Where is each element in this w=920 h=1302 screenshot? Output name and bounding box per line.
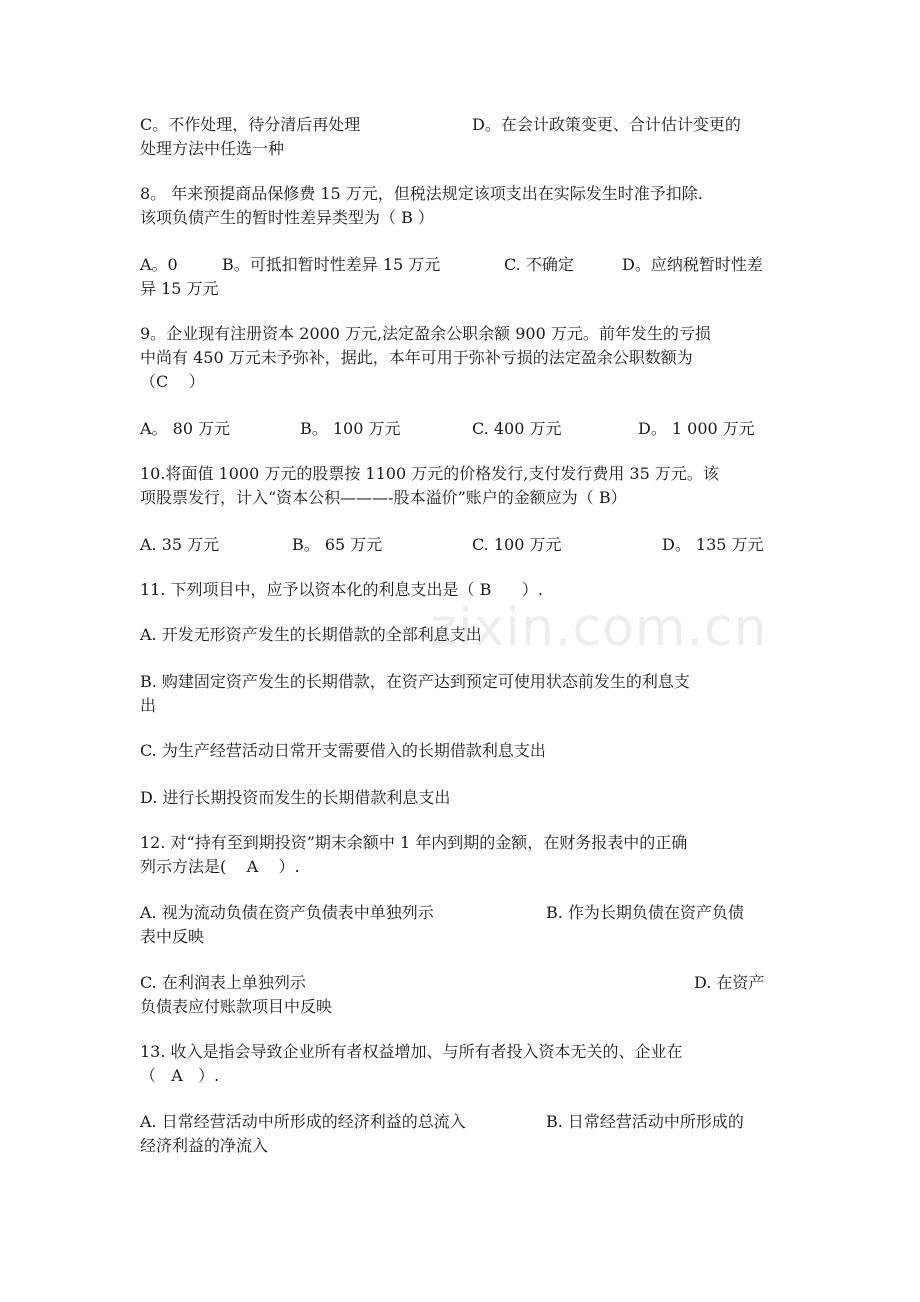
q12-stem-line2: 列示方法是( A ）. — [140, 857, 300, 876]
q12-option-d-cont: 负债表应付账款项目中反映 — [140, 997, 333, 1016]
q11-option-b-line1: B. 购建固定资产发生的长期借款，在资产达到预定可使用状态前发生的利息支 — [140, 672, 690, 691]
q12-option-c: C. 在利润表上单独列示 — [140, 973, 306, 992]
q12-stem-line1: 12. 对“持有至到期投资”期末余额中 1 年内到期的金额，在财务报表中的正确 — [140, 833, 688, 852]
option-d: D。在会计政策变更、合计估计变更的 — [472, 115, 741, 134]
q8-option-b: B。可抵扣暂时性差异 15 万元 — [222, 255, 441, 274]
q11-option-c: C. 为生产经营活动日常开支需要借入的长期借款利息支出 — [140, 741, 546, 760]
q9-stem-line2: 中尚有 450 万元未予弥补，据此，本年可用于弥补亏损的法定盈余公职数额为 — [140, 348, 693, 367]
q12-option-b-cont: 表中反映 — [140, 927, 205, 946]
q8-option-a: A。0 — [140, 255, 178, 274]
option-c: C。不作处理，待分清后再处理 — [140, 115, 361, 134]
q8-option-d-cont: 异 15 万元 — [140, 279, 219, 298]
q9-option-b: B。 100 万元 — [300, 419, 401, 438]
q10-option-d: D。 135 万元 — [662, 535, 764, 554]
q13-stem-line2: （ A ）. — [140, 1066, 220, 1085]
q8-stem-line1: 8。 年来预提商品保修费 15 万元，但税法规定该项支出在实际发生时准予扣除. — [140, 184, 703, 203]
q13-option-b: B. 日常经营活动中所形成的 — [546, 1112, 744, 1131]
q10-stem-line1: 10.将面值 1000 万元的股票按 1100 万元的价格发行,支付发行费用 35 万元。该 — [140, 464, 719, 483]
q13-option-a: A. 日常经营活动中所形成的经济利益的总流入 — [140, 1112, 466, 1131]
q12-option-b: B. 作为长期负债在资产负债 — [546, 903, 744, 922]
q10-option-a: A. 35 万元 — [140, 535, 220, 554]
q13-stem-line1: 13. 收入是指会导致企业所有者权益增加、与所有者投入资本无关的、企业在 — [140, 1042, 683, 1061]
q11-stem: 11. 下列项目中，应予以资本化的利息支出是（ B ）. — [140, 580, 543, 599]
q9-option-c: C. 400 万元 — [472, 419, 562, 438]
watermark: zixin.com.cn — [430, 598, 768, 658]
q13-option-b-cont: 经济利益的净流入 — [140, 1136, 269, 1155]
q10-stem-line2: 项股票发行，计入“资本公积———-股本溢价”账户的金额应为（ B） — [140, 488, 627, 507]
q8-stem-line2: 该项负债产生的暂时性差异类型为（ B ） — [140, 208, 434, 227]
q9-option-d: D。 1 000 万元 — [638, 419, 755, 438]
q10-option-c: C. 100 万元 — [472, 535, 562, 554]
q8-option-d: D。应纳税暂时性差 — [622, 255, 763, 274]
q9-option-a: A。 80 万元 — [140, 419, 231, 438]
q10-option-b: B。 65 万元 — [292, 535, 383, 554]
q12-option-a: A. 视为流动负债在资产负债表中单独列示 — [140, 903, 434, 922]
q11-option-b-line2: 出 — [140, 696, 157, 715]
q12-option-d: D. 在资产 — [694, 973, 765, 992]
option-d-cont: 处理方法中任选一种 — [140, 139, 285, 158]
q9-stem-line3: （C ） — [140, 372, 205, 391]
q11-option-a: A. 开发无形资产发生的长期借款的全部利息支出 — [140, 625, 482, 644]
q9-stem-line1: 9。企业现有注册资本 2000 万元,法定盈余公职余额 900 万元。前年发生的亏损 — [140, 324, 711, 343]
q11-option-d: D. 进行长期投资而发生的长期借款利息支出 — [140, 788, 451, 807]
q8-option-c: C. 不确定 — [504, 255, 574, 274]
